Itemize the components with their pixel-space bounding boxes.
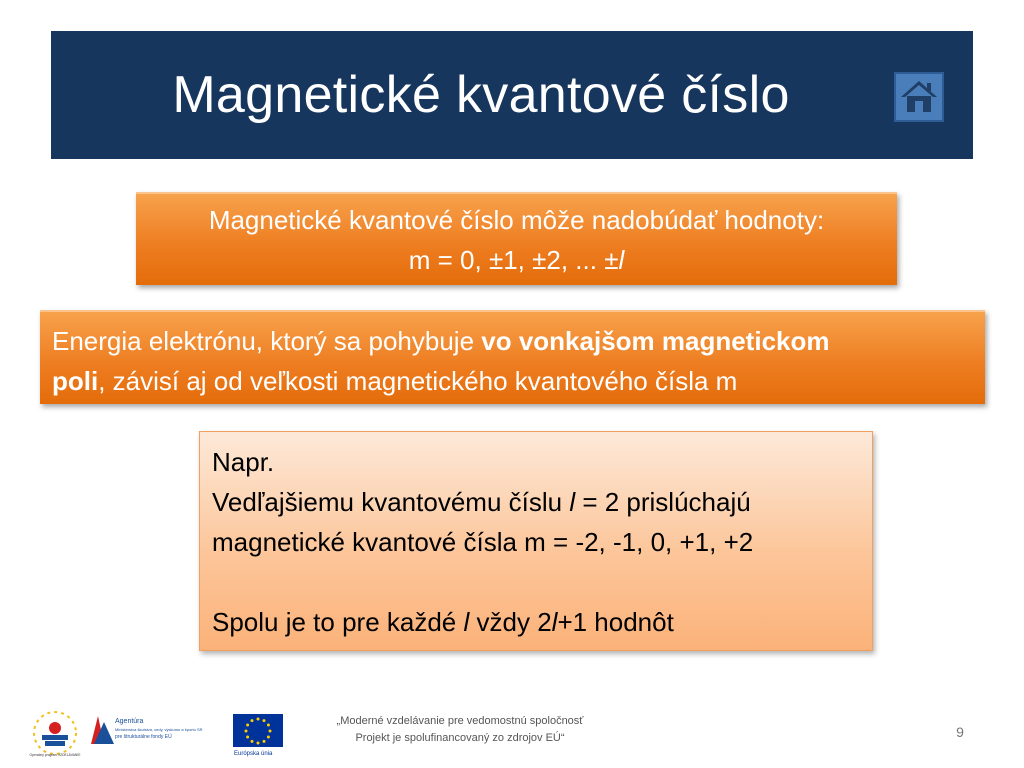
slide-title: Magnetické kvantové číslo: [172, 66, 790, 124]
example-line4-suffix: +1 hodnôt: [557, 607, 674, 637]
energy-line-1: [52, 321, 985, 361]
example-line2-suffix: = 2 prislúchajú: [575, 487, 751, 517]
energy-bold-part1: vo vonkajšom magnetickom: [481, 326, 830, 356]
example-box: [199, 431, 873, 651]
example-line2-prefix: Vedľajšiemu kvantovému číslu: [212, 487, 570, 517]
home-button[interactable]: [894, 72, 944, 122]
quantum-values-formula: [136, 240, 897, 280]
formula-prefix: m = 0, ±1, ±2, ... ±: [408, 245, 619, 275]
example-line4-mid: vždy 2: [469, 607, 552, 637]
formula-variable-l: l: [618, 245, 625, 275]
energy-line-2: [52, 361, 985, 401]
example-line-4: [212, 602, 872, 642]
footer-logos: [28, 706, 288, 760]
energy-box: [40, 310, 985, 404]
page-number: 9: [956, 724, 964, 740]
example-line4-var2: l: [551, 607, 558, 637]
energy-bold-part2: poli: [52, 366, 99, 396]
example-line4-var1: l: [463, 607, 470, 637]
logo1-label: Operačný program VZDELÁVANIE: [29, 753, 81, 757]
logo2-title: Agentúra: [115, 718, 144, 725]
example-line-2: [212, 482, 872, 522]
footer-project-note: [290, 713, 630, 747]
op-vzdelavanie-logo: [30, 712, 82, 757]
agentura-logo: [91, 716, 203, 744]
energy-text-part2: , závisí aj od veľkosti magnetického kvantového čísla m: [98, 366, 738, 396]
energy-text-part1: Energia elektrónu, ktorý sa pohybuje: [52, 326, 482, 356]
eu-flag-logo: [233, 714, 283, 757]
example-line-3: magnetické kvantové čísla m = -2, -1, 0, +1, +2: [212, 527, 754, 557]
example-line2-var: l: [569, 487, 576, 517]
quantum-values-box: [136, 192, 897, 285]
title-bar: [51, 31, 973, 159]
example-heading: Napr.: [212, 447, 275, 477]
example-line4-prefix: Spolu je to pre každé: [212, 607, 464, 637]
footer-quote-line-2: Projekt je spolufinancovaný zo zdrojov EÚ“: [355, 732, 565, 744]
logo2-line2: pre štrukturálne fondy EÚ: [115, 734, 172, 740]
quantum-values-text: Magnetické kvantové číslo môže nadobúdať hodnoty:: [208, 205, 825, 235]
logo3-label: Európska únia: [234, 751, 273, 757]
footer-quote-line-1: „Moderné vzdelávanie pre vedomostnú spoločnosť: [336, 715, 584, 727]
logo2-line1: Ministerstva školstva, vedy, výskumu a športu SR: [115, 727, 203, 732]
home-icon: [896, 74, 942, 120]
example-spacer: [212, 562, 872, 602]
